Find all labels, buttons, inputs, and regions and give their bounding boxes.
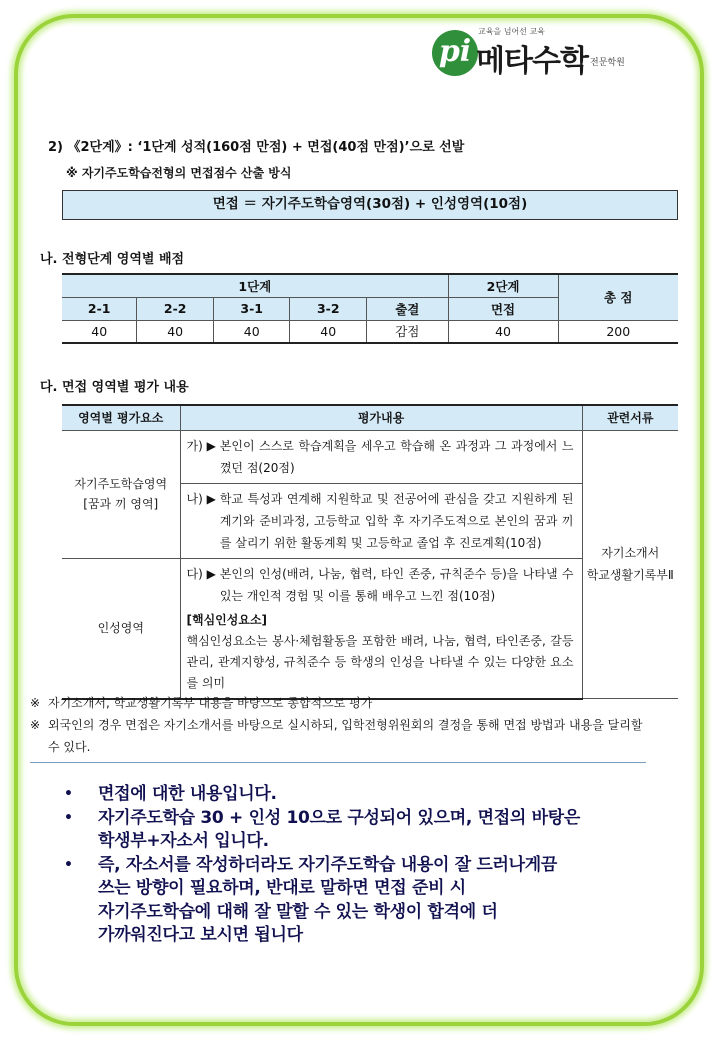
core-character-body: 핵심인성요소는 봉사·체험활동을 포함한 배려, 나눔, 협력, 타인존중, 갈등관리, 관계지향성, 규칙준수 등 학생의 인성을 나타낼 수 있는 다양한 요소를 의미 <box>186 633 574 690</box>
criterion-ga-text: 본인이 스스로 학습계획을 세우고 학습해 온 과정과 그 과정에서 느꼈던 점(20점) <box>219 438 574 475</box>
bullet-item <box>64 854 664 948</box>
bullet-item <box>64 807 664 854</box>
commentary-bullets <box>64 783 664 948</box>
col-header: 면접 <box>448 297 558 320</box>
header-content: 평가내용 <box>180 405 582 430</box>
bullet-item <box>64 783 664 807</box>
footnote-text: 외국인의 경우 면접은 자기소개서를 바탕으로 실시하되, 입학전형위원회의 결정을 통해 면접 방법과 내용을 달리할 수 있다. <box>48 718 643 754</box>
footnote <box>30 692 650 714</box>
section-na-heading: 나. 전형단계 영역별 배점 <box>40 252 185 267</box>
bullet-text: 면접에 대한 내용입니다. <box>98 784 277 804</box>
total-cell: 200 <box>558 320 678 343</box>
area-self-directed <box>62 430 180 558</box>
criterion-na <box>180 483 582 558</box>
interview-evaluation-table <box>62 404 678 700</box>
interview-formula: 면접 ＝ 자기주도학습영역(30점) + 인성영역(10점) <box>62 190 678 220</box>
related-documents <box>582 430 678 699</box>
bullet-mark: • <box>64 809 73 826</box>
logo-pi-mark: pi <box>432 30 478 76</box>
criterion-na-tag: 나) ▶ <box>186 491 216 506</box>
score-cell: 40 <box>213 320 290 343</box>
logo-tagline: 교육을 넘어선 교육 <box>478 27 545 36</box>
logo-subtitle: 전문학원 <box>590 58 625 68</box>
doc-self-intro: 자기소개서 <box>601 546 660 561</box>
interview-score-note: ※ 자기주도학습전형의 면접점수 산출 방식 <box>66 166 292 180</box>
footnote-text: 자기소개서, 학교생활기록부 내용을 바탕으로 종합적으로 평가 <box>48 696 373 710</box>
doc-school-record: 학교생활기록부Ⅱ <box>586 568 674 583</box>
score-cell: 40 <box>137 320 214 343</box>
bullet-text: 즉, 자소서를 작성하더라도 자기주도학습 내용이 잘 드러나게끔 쓰는 방향이 필요하며, 반대로 말하면 면접 준비 시 자기주도학습에 대해 잘 말할 수 있는 학생이 합격에 더 가까워진다고 보시면 됩니다 <box>98 854 558 945</box>
bullet-mark: • <box>64 786 73 802</box>
col-header: 2-2 <box>137 297 214 320</box>
col-header: 2-1 <box>62 297 137 320</box>
criterion-da <box>180 558 582 699</box>
criterion-na-text: 학교 특성과 연계해 지원학교 및 전공어에 관심을 갖고 지원하게 된 계기와 준비과정, 고등학교 입학 후 자기주도적으로 본인의 꿈과 끼를 살리기 위한 활동계획 및 고등학교 졸업 후 진로계획(10점) <box>219 491 574 550</box>
area-self-directed-title: 자기주도학습영역 <box>74 477 168 491</box>
footnotes <box>30 692 650 758</box>
col-header: 3-1 <box>213 297 290 320</box>
bullet-mark: • <box>64 856 73 873</box>
logo-name: 메타수학 <box>476 44 588 79</box>
col-header: 3-2 <box>290 297 367 320</box>
stage1-header: 1단계 <box>62 274 448 297</box>
stage2-header: 2단계 <box>448 274 558 297</box>
footnote <box>30 714 650 758</box>
total-header: 총 점 <box>558 274 678 320</box>
section-da-heading: 다. 면접 영역별 평가 내용 <box>40 380 189 395</box>
score-cell: 40 <box>290 320 367 343</box>
criterion-da-tag: 다) ▶ <box>186 566 216 581</box>
academy-logo <box>432 26 632 82</box>
score-cell: 40 <box>62 320 137 343</box>
area-character: 인성영역 <box>62 558 180 699</box>
footnote-mark: ※ <box>30 718 41 732</box>
criterion-ga-tag: 가) ▶ <box>186 438 216 453</box>
criterion-ga <box>180 430 582 483</box>
footnote-mark: ※ <box>30 696 41 710</box>
score-cell: 40 <box>448 320 558 343</box>
score-cell: 감점 <box>367 320 449 343</box>
core-character-title: [핵심인성요소] <box>186 612 268 627</box>
stage2-heading: 2) 《2단계》: ‘1단계 성적(160점 만점) + 면접(40점 만점)’으로 선발 <box>48 140 465 155</box>
header-documents: 관련서류 <box>582 405 678 430</box>
divider-line <box>30 762 646 763</box>
area-self-directed-subtitle: [꿈과 끼 영역] <box>83 497 159 511</box>
criterion-da-text: 본인의 인성(배려, 나눔, 협력, 타인 존중, 규칙준수 등)을 나타낼 수 있는 개인적 경험 및 이를 통해 배우고 느낀 점(10점) <box>219 566 574 603</box>
col-header: 출결 <box>367 297 449 320</box>
score-allocation-table <box>62 273 678 344</box>
bullet-text: 자기주도학습 30 + 인성 10으로 구성되어 있으며, 면접의 바탕은 학생부+자소서 입니다. <box>98 807 580 851</box>
header-area: 영역별 평가요소 <box>62 405 180 430</box>
